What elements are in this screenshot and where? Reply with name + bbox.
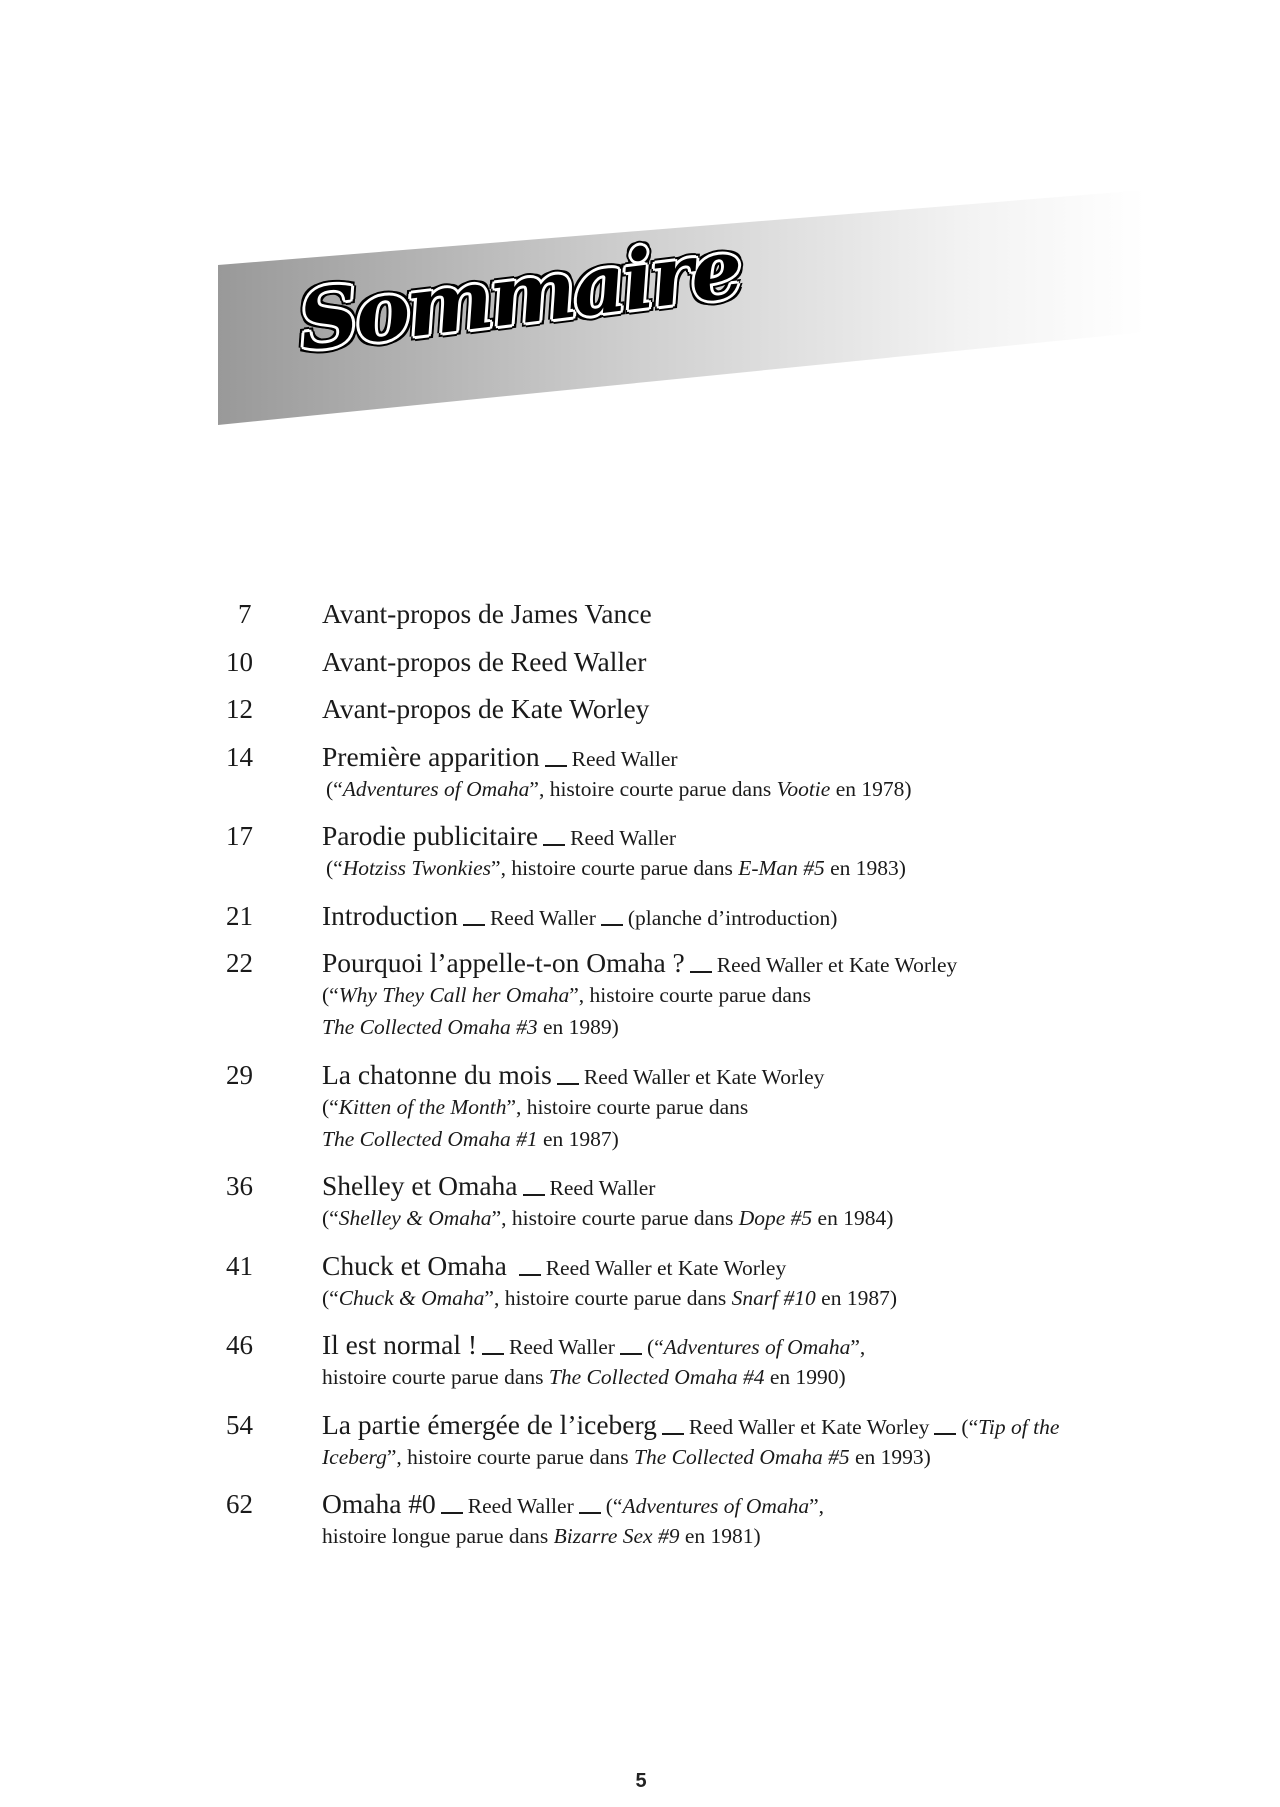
toc-entry-title-line (322, 598, 652, 635)
italic-title-text: Adventures of Omaha (622, 1494, 810, 1518)
toc-page-number: 36 (226, 1171, 253, 1201)
entry-detail-text: en 1987) (815, 1285, 897, 1310)
dash-separator (579, 1512, 601, 1514)
entry-detail-text: (“ (322, 1285, 339, 1310)
italic-title-text: Tip of the (978, 1414, 1060, 1439)
entry-detail-text: Reed Waller et Kate Worley (545, 1255, 787, 1280)
entry-detail-text: Reed Waller (467, 1494, 574, 1518)
toc-page-number: 54 (226, 1409, 253, 1440)
entry-detail-text: en 1983) (824, 856, 906, 880)
toc-entry-detail-line (326, 852, 906, 887)
entry-title: La partie émergée de l’iceberg (322, 1408, 657, 1440)
italic-title-text: Kitten of the Month (338, 1094, 507, 1119)
toc-entry-title-line (322, 646, 646, 683)
dash-separator (441, 1512, 463, 1514)
italic-title-text: Shelley & Omaha (338, 1206, 492, 1230)
entry-detail-text: (“ (605, 1494, 623, 1518)
toc-page-number: 14 (226, 741, 253, 772)
entry-detail-text: (“ (322, 983, 339, 1007)
toc-page-number: 41 (226, 1250, 253, 1281)
dash-separator (519, 1274, 541, 1276)
toc-page-number: 12 (226, 694, 253, 724)
entry-detail-text: ”, histoire courte parue dans (506, 1094, 749, 1119)
toc-entry-detail-line (322, 1011, 619, 1046)
toc-entry-detail-line (322, 1282, 897, 1317)
italic-title-text: Iceberg (322, 1444, 387, 1469)
dash-separator (601, 924, 623, 926)
entry-detail-text: histoire longue parue dans (322, 1524, 554, 1548)
toc-page-number: 7 (238, 599, 252, 629)
italic-title-text: The Collected Omaha #5 (634, 1444, 850, 1469)
toc-entry-detail-line (326, 773, 912, 808)
toc-page-number: 10 (226, 646, 253, 677)
toc-entry-detail-line (322, 1202, 893, 1237)
toc-page-number: 29 (226, 1059, 253, 1090)
dash-separator (523, 1194, 545, 1196)
entry-title: Avant-propos de Reed Waller (322, 645, 647, 677)
entry-title: Introduction (322, 899, 458, 931)
entry-detail-text: en 1984) (812, 1206, 894, 1230)
entry-detail-text: (“ (322, 1206, 339, 1230)
entry-detail-text: Reed Waller (489, 905, 596, 930)
entry-detail-text: en 1989) (537, 1015, 619, 1039)
entry-detail-text: ”, histoire courte parue dans (569, 983, 811, 1007)
italic-title-text: The Collected Omaha #1 (322, 1126, 538, 1151)
entry-detail-text: ”, histoire courte parue dans (529, 776, 777, 801)
entry-detail-text: en 1990) (764, 1365, 846, 1389)
toc-entry-detail-line (322, 1091, 748, 1126)
toc-page-number: 21 (226, 900, 253, 931)
entry-detail-text: Reed Waller (571, 746, 678, 771)
entry-detail-text: Reed Waller et Kate Worley (583, 1064, 825, 1089)
entry-detail-text: (planche d’introduction) (627, 905, 838, 930)
italic-title-text: The Collected Omaha #3 (322, 1015, 538, 1039)
entry-title: Chuck et Omaha (322, 1249, 514, 1281)
entry-detail-text: (“ (326, 776, 343, 801)
entry-title: Il est normal ! (322, 1329, 478, 1360)
italic-title-text: Vootie (776, 776, 831, 801)
toc-page-number: 22 (226, 948, 253, 978)
dash-separator (662, 1433, 684, 1435)
entry-detail-text: ”, histoire courte parue dans (484, 1285, 732, 1310)
toc-entry-detail-line (322, 1441, 931, 1476)
italic-title-text: Adventures of Omaha (342, 776, 530, 801)
italic-title-text: E-Man #5 (738, 856, 825, 880)
entry-detail-text: ”, histoire courte parue dans (491, 856, 739, 880)
entry-detail-text: Reed Waller et Kate Worley (688, 1414, 930, 1439)
dash-separator (463, 924, 485, 926)
entry-title: Shelley et Omaha (322, 1170, 518, 1201)
italic-title-text: Dope #5 (738, 1206, 813, 1230)
italic-title-text: The Collected Omaha #4 (548, 1365, 765, 1389)
dash-separator (482, 1353, 504, 1355)
entry-detail-text: (“ (322, 1094, 339, 1119)
dash-separator (934, 1433, 956, 1435)
italic-title-text: Adventures of Omaha (663, 1335, 851, 1359)
entry-title: Pourquoi l’appelle-t-on Omaha ? (322, 947, 685, 978)
toc-page-number: 17 (226, 821, 253, 851)
entry-detail-text: Reed Waller (549, 1176, 656, 1200)
toc-entry-detail-line (322, 1123, 619, 1158)
page-title: Sommaire (293, 220, 746, 370)
entry-title: Parodie publicitaire (322, 820, 539, 851)
toc-entry-title-line (322, 900, 837, 937)
entry-title: Avant-propos de Kate Worley (322, 693, 650, 724)
entry-detail-text: Reed Waller et Kate Worley (716, 953, 958, 977)
toc-entry-title-line (322, 693, 649, 730)
toc-entry-detail-line (322, 1520, 761, 1555)
entry-detail-text: ”, (850, 1335, 866, 1359)
dash-separator (620, 1353, 642, 1355)
entry-title: La chatonne du mois (322, 1058, 552, 1090)
entry-detail-text: histoire courte parue dans (322, 1365, 549, 1389)
entry-detail-text: (“ (326, 856, 343, 880)
entry-detail-text: Reed Waller (509, 1335, 615, 1359)
entry-detail-text: ”, histoire courte parue dans (491, 1206, 739, 1230)
dash-separator (690, 971, 712, 973)
entry-detail-text: Reed Waller (570, 826, 677, 850)
italic-title-text: Why They Call her Omaha (338, 983, 570, 1007)
toc-entry-detail-line (322, 1361, 846, 1396)
entry-title: Avant-propos de James Vance (322, 598, 652, 629)
entry-detail-text: en 1987) (537, 1126, 619, 1151)
entry-detail-text: (“ (961, 1414, 979, 1439)
dash-separator (545, 765, 567, 767)
italic-title-text: Hotziss Twonkies (342, 856, 492, 880)
entry-detail-text: en 1993) (849, 1444, 931, 1469)
italic-title-text: Snarf #10 (731, 1285, 816, 1310)
toc-entry-detail-line (322, 979, 811, 1014)
entry-detail-text: en 1978) (830, 776, 912, 801)
toc-page-number: 46 (226, 1330, 253, 1360)
italic-title-text: Chuck & Omaha (338, 1285, 485, 1310)
dash-separator (557, 1083, 579, 1085)
dash-separator (543, 844, 565, 846)
entry-detail-text: en 1981) (679, 1524, 761, 1548)
entry-title: Première apparition (322, 740, 540, 772)
entry-detail-text: (“ (646, 1335, 664, 1359)
toc-page-number: 62 (226, 1489, 253, 1519)
italic-title-text: Bizarre Sex #9 (553, 1524, 680, 1548)
page-number: 5 (635, 1770, 647, 1792)
entry-title: Omaha #0 (322, 1488, 436, 1519)
entry-detail-text: ”, histoire courte parue dans (386, 1444, 635, 1469)
entry-detail-text: ”, (809, 1494, 825, 1518)
